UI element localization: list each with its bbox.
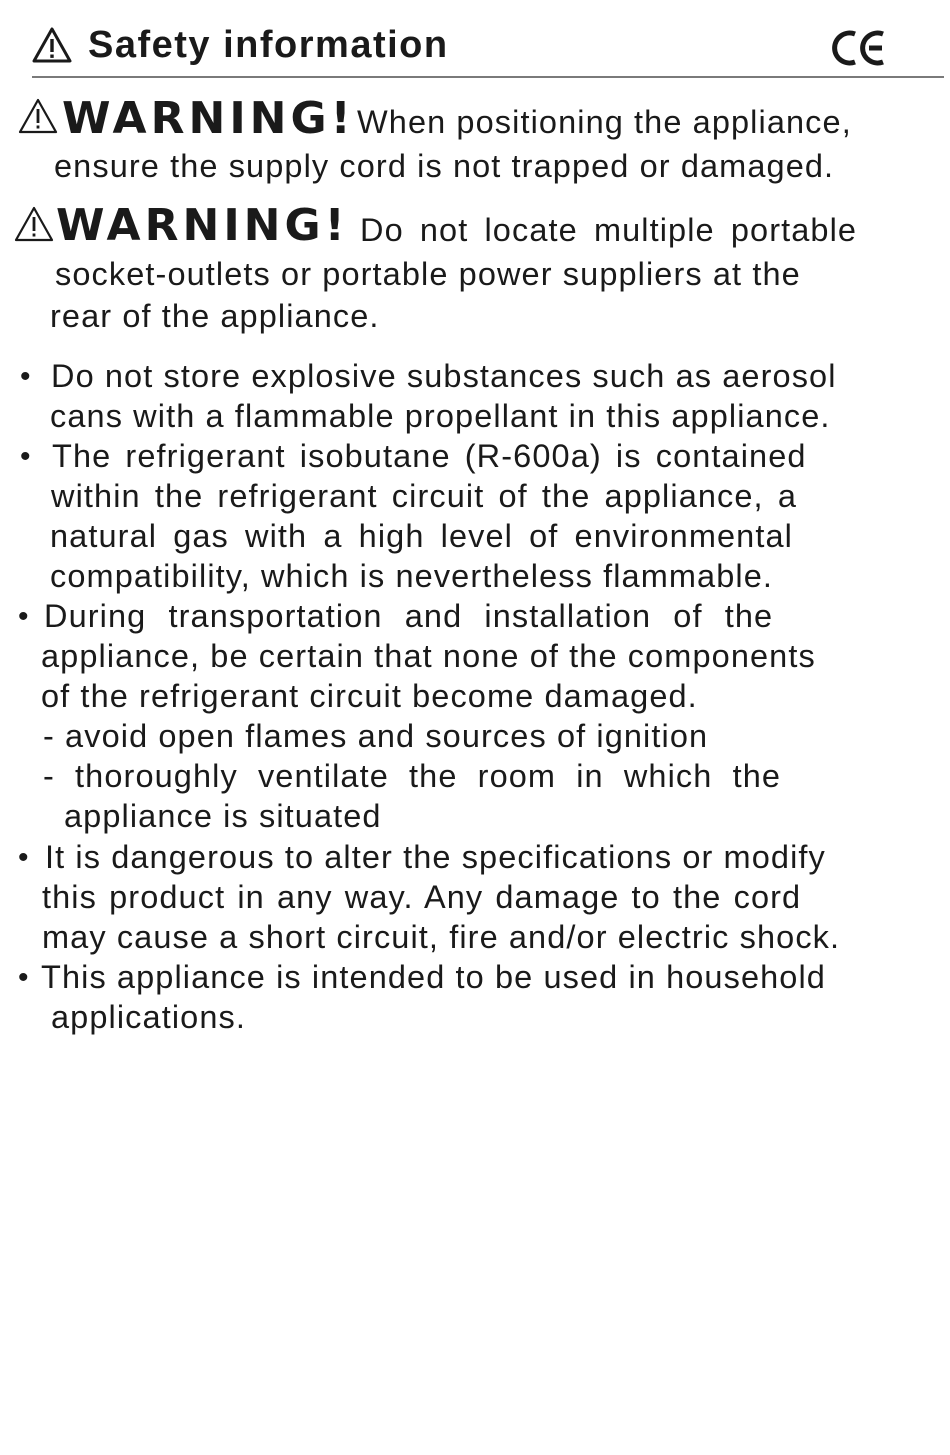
bullet-marker: • <box>18 600 29 633</box>
bullet-text-line: During transportation and installation of the <box>44 598 774 634</box>
bullet-marker: • <box>20 360 31 393</box>
bullet-text-line: this product in any way. Any damage to the cord <box>42 879 802 915</box>
warning-triangle-icon <box>32 27 72 63</box>
bullet-text-line: cans with a flammable propellant in this appliance. <box>50 398 831 434</box>
warning-label: WARNING! <box>56 200 349 251</box>
bullet-text-line: within the refrigerant circuit of the appliance, a <box>51 478 797 514</box>
bullet-text-line: appliance is situated <box>64 798 382 834</box>
bullet-text-line: It is dangerous to alter the specifications or modify <box>45 839 826 875</box>
warning-text-line: Do not locate multiple portable <box>360 212 858 248</box>
warning-text-line: socket-outlets or portable power suppliers at the <box>55 256 801 292</box>
page-title: Safety information <box>88 24 449 66</box>
bullet-marker: • <box>18 841 29 874</box>
bullet-text-line: - thoroughly ventilate the room in which the <box>43 758 782 794</box>
header-divider <box>32 76 944 78</box>
bullet-text-line: may cause a short circuit, fire and/or electric shock. <box>42 919 841 955</box>
bullet-text-line: of the refrigerant circuit become damaged. <box>41 678 698 714</box>
bullet-text-line: The refrigerant isobutane (R-600a) is contained <box>52 438 807 474</box>
bullet-text-line: - avoid open flames and sources of ignition <box>43 718 709 754</box>
warning-text-line: ensure the supply cord is not trapped or damaged. <box>54 148 835 184</box>
bullet-text-line: natural gas with a high level of environmental <box>50 518 793 554</box>
bullet-text-line: compatibility, which is nevertheless flammable. <box>50 558 774 594</box>
warning-icon <box>18 98 58 134</box>
warning-label: WARNING! <box>62 93 355 144</box>
bullet-marker: • <box>20 440 31 473</box>
bullet-text-line: appliance, be certain that none of the components <box>41 638 816 674</box>
bullet-text-line: This appliance is intended to be used in household <box>41 959 826 995</box>
ce-mark <box>830 28 888 73</box>
warning-text-line: rear of the appliance. <box>50 298 380 334</box>
warning-text-line: When positioning the appliance, <box>357 104 852 140</box>
bullet-text-line: Do not store explosive substances such as aerosol <box>51 358 837 394</box>
warning-icon <box>14 206 54 242</box>
bullet-marker: • <box>18 961 29 994</box>
bullet-text-line: applications. <box>51 999 246 1035</box>
